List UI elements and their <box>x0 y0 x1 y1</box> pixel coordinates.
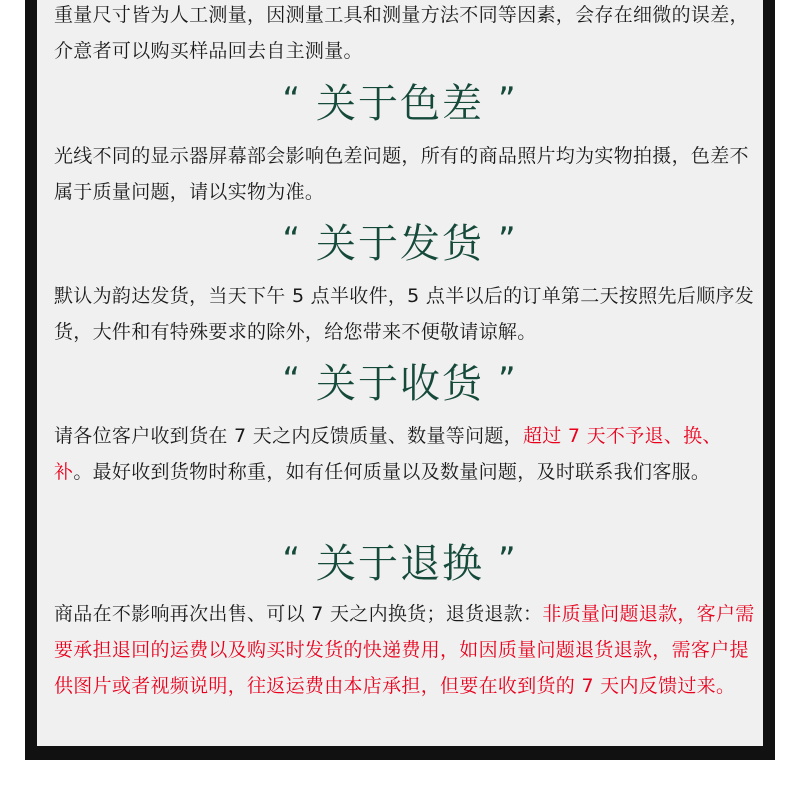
heading-receiving-title: 关于收货 <box>316 361 484 407</box>
open-quote: “ <box>282 360 302 400</box>
measurement-note-text: 重量尺寸皆为人工测量，因测量工具和测量方法不同等因素，会存在细微的误差，介意者可以购买样品回去自主测量。 <box>54 4 749 62</box>
close-quote: ” <box>498 540 518 580</box>
color-difference-text: 光线不同的显示器屏幕部会影响色差问题，所有的商品照片均为实物拍摄，色差不属于质量问题，请以实物为准。 <box>54 145 749 203</box>
returns-text: 商品在不影响再次出售、可以 7 天之内换货；退货退款： <box>54 603 543 625</box>
receiving-warning: 超过 7 天不予退、换、补 <box>54 425 722 483</box>
notice-panel <box>37 0 763 746</box>
shipping-paragraph <box>54 278 759 350</box>
close-quote: ” <box>498 220 518 260</box>
returns-paragraph <box>54 596 759 704</box>
receiving-paragraph <box>54 418 759 490</box>
receiving-text-2: 。最好收到货物时称重，如有任何质量以及数量问题，及时联系我们客服。 <box>73 461 711 483</box>
heading-shipping-title: 关于发货 <box>316 221 484 267</box>
heading-returns <box>37 538 763 590</box>
heading-shipping <box>37 218 763 270</box>
open-quote: “ <box>282 220 302 260</box>
heading-color-difference-title: 关于色差 <box>316 81 484 127</box>
returns-policy-warning: 非质量问题退款，客户需要承担退回的运费以及购买时发货的快递费用，如因质量问题退货退款，需客户提供图片或者视频说明，往返运费由本店承担，但要在收到货的 7 天内反馈过来。 <box>54 603 755 697</box>
close-quote: ” <box>498 360 518 400</box>
heading-returns-title: 关于退换 <box>316 541 484 587</box>
close-quote: ” <box>498 80 518 120</box>
shipping-text: 默认为韵达发货，当天下午 5 点半收件，5 点半以后的订单第二天按照先后顺序发货，大件和有特殊要求的除外，给您带来不便敬请谅解。 <box>54 285 754 343</box>
heading-color-difference <box>37 78 763 130</box>
receiving-text-1: 请各位客户收到货在 7 天之内反馈质量、数量等问题， <box>54 425 523 447</box>
open-quote: “ <box>282 80 302 120</box>
heading-receiving <box>37 358 763 410</box>
color-difference-paragraph <box>54 138 759 210</box>
open-quote: “ <box>282 540 302 580</box>
measurement-note <box>54 0 759 69</box>
